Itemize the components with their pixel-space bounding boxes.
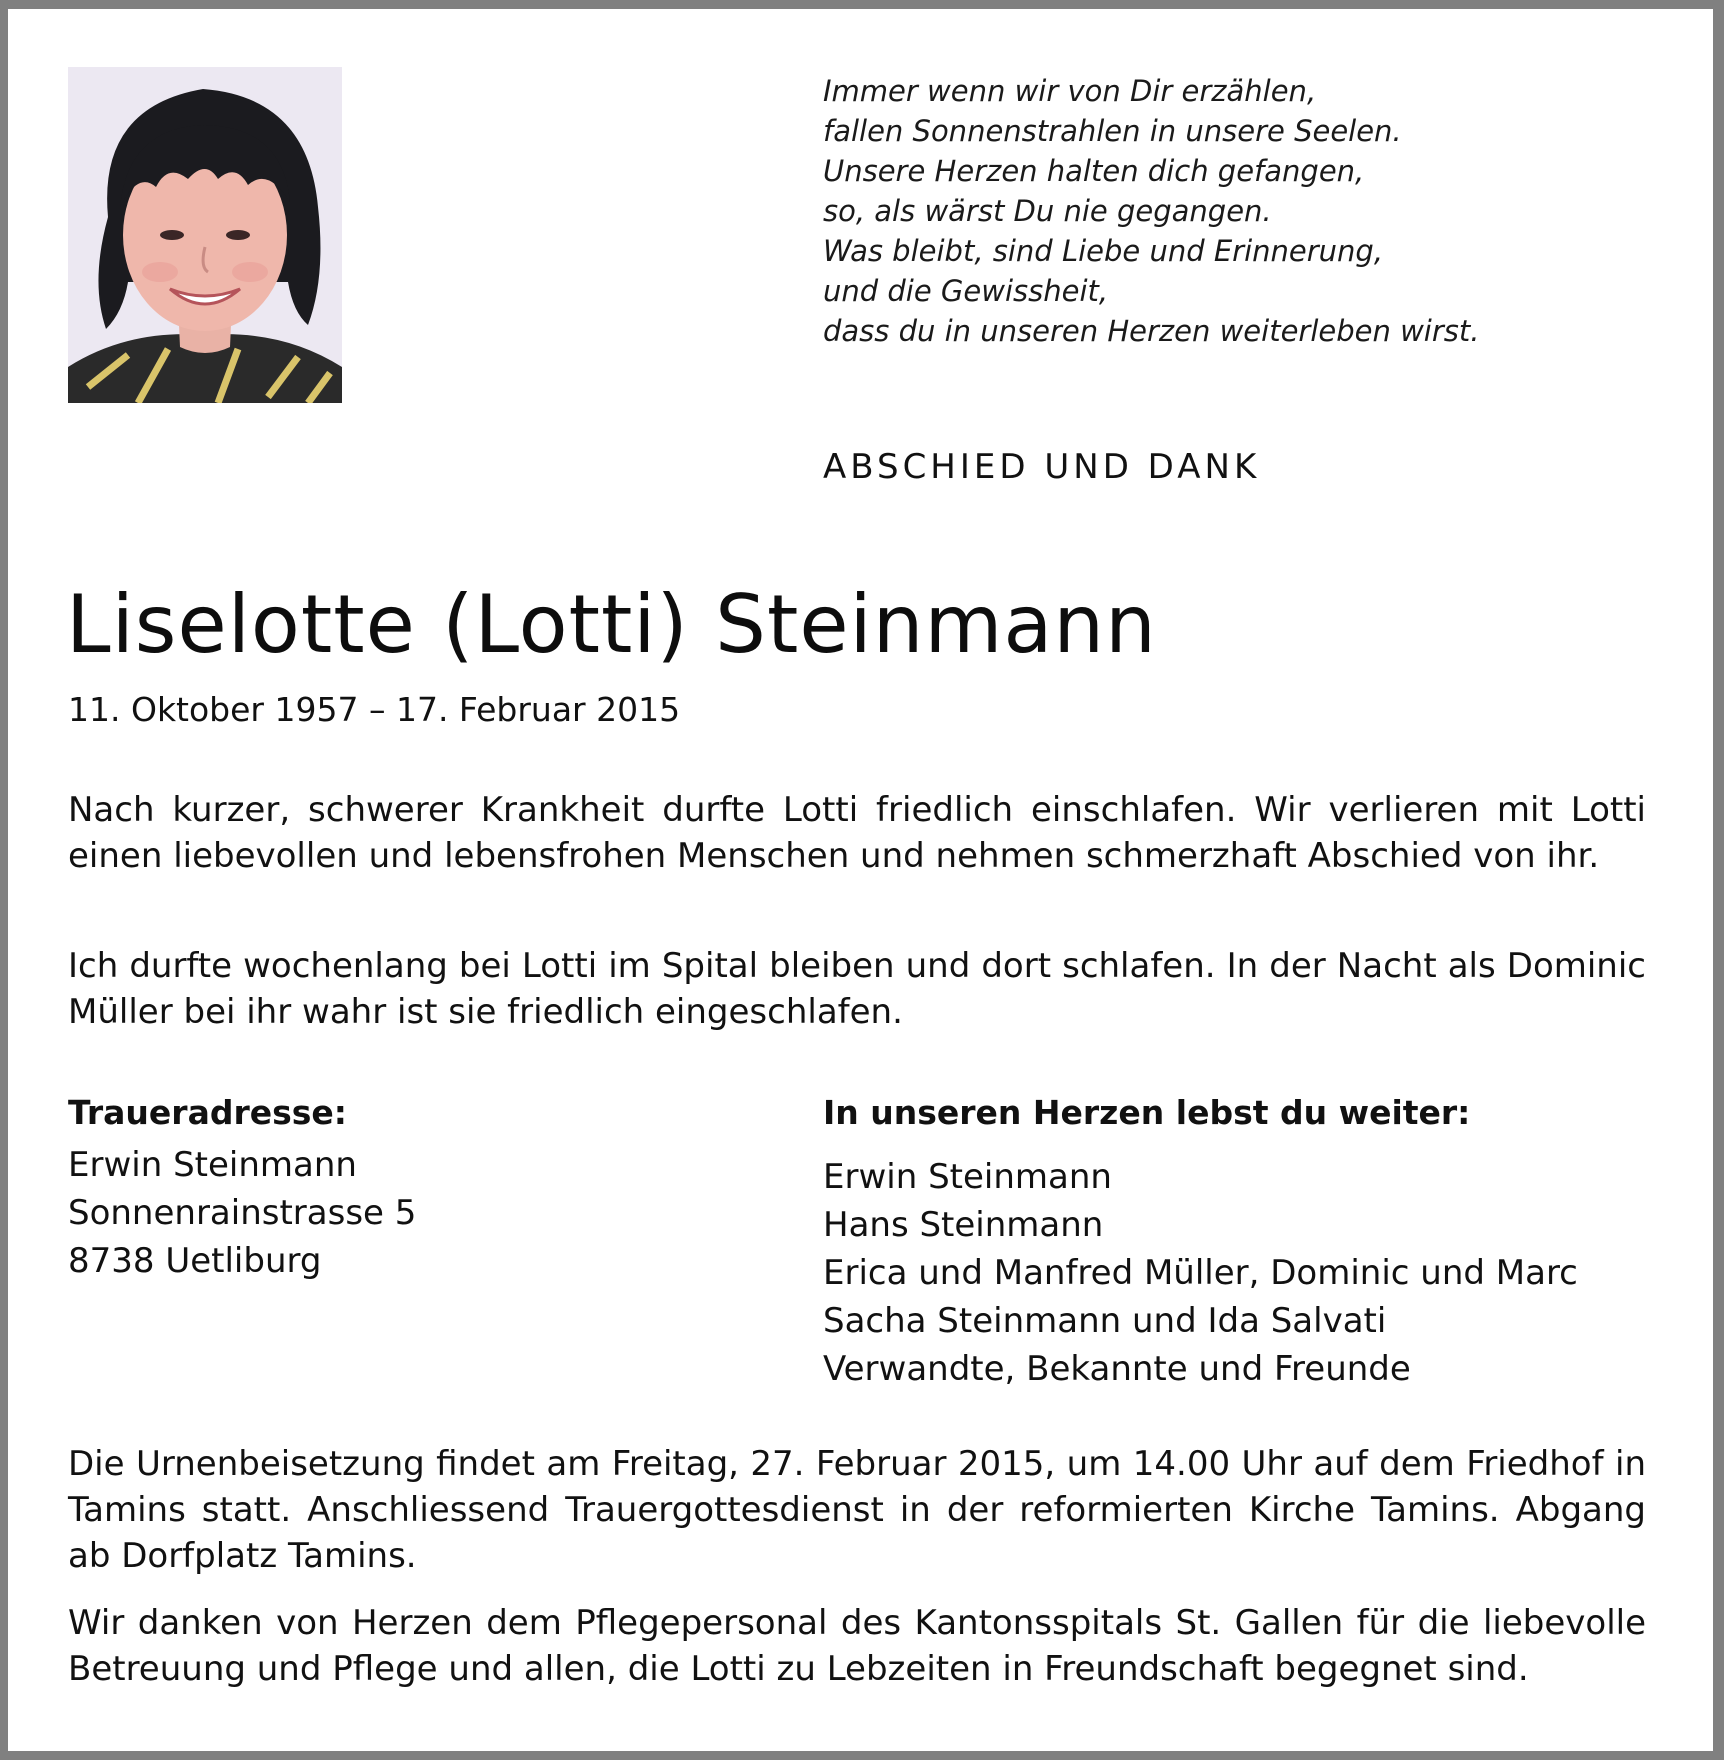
farewell-paragraph: Nach kurzer, schwerer Krankheit durfte Lotti friedlich einschlafen. Wir verlieren mit Lotti einen liebevollen und lebensfrohen Menschen und nehmen schmerzhaft Abschied von ihr. [68,790,1646,876]
address-heading: Traueradresse: [68,1093,347,1132]
mourner-line: Erica und Manfred Müller, Dominic und Marc [823,1253,1578,1293]
mourner-line: Verwandte, Bekannte und Freunde [823,1349,1411,1389]
mourning-address [68,1089,748,1285]
address-line: Sonnenrainstrasse 5 [68,1193,417,1233]
poem-line: Unsere Herzen halten dich gefangen, [823,154,1365,188]
portrait-photo [68,67,342,403]
notice-kicker: ABSCHIED UND DANK [823,447,1261,487]
address-line: 8738 Uetliburg [68,1241,322,1281]
life-dates: 11. Oktober 1957 – 17. Februar 2015 [68,690,681,729]
deceased-name: Liselotte (Lotti) Steinmann [66,578,1157,671]
burial-paragraph: Die Urnenbeisetzung findet am Freitag, 27. Februar 2015, um 14.00 Uhr auf dem Friedhof in Tamins statt. Anschliessend Trauergottesdienst in der reformierten Kirche Tamins. Abgang ab Dorfplatz Tamins. [68,1444,1646,1576]
mourner-line: Erwin Steinmann [823,1157,1112,1197]
address-line: Erwin Steinmann [68,1145,357,1185]
hospital-paragraph: Ich durfte wochenlang bei Lotti im Spital bleiben und dort schlafen. In der Nacht als Dominic Müller bei ihr wahr ist sie friedlich eingeschlafen. [68,946,1646,1032]
address-lines [68,1141,748,1285]
mourner-line: Sacha Steinmann und Ida Salvati [823,1301,1387,1341]
poem-line: fallen Sonnenstrahlen in unsere Seelen. [823,114,1402,148]
thanks-paragraph: Wir danken von Herzen dem Pflegepersonal des Kantonsspitals St. Gallen für die liebevolle Betreuung und Pflege und allen, die Lotti zu Lebzeiten in Freundschaft begegnet sind. [68,1603,1646,1689]
mourners-heading: In unseren Herzen lebst du weiter: [823,1093,1471,1132]
obituary-sheet [8,9,1713,1751]
poem-line: dass du in unseren Herzen weiterleben wirst. [823,314,1480,348]
mourner-line: Hans Steinmann [823,1205,1104,1245]
memorial-poem [823,71,1603,351]
poem-line: Was bleibt, sind Liebe und Erinnerung, [823,234,1384,268]
poem-line: und die Gewissheit, [823,274,1109,308]
poem-line: Immer wenn wir von Dir erzählen, [823,74,1317,108]
portrait-illustration [68,67,342,403]
poem-line: so, als wärst Du nie gegangen. [823,194,1272,228]
mourners-list [823,1089,1653,1393]
mourners-lines [823,1153,1653,1393]
